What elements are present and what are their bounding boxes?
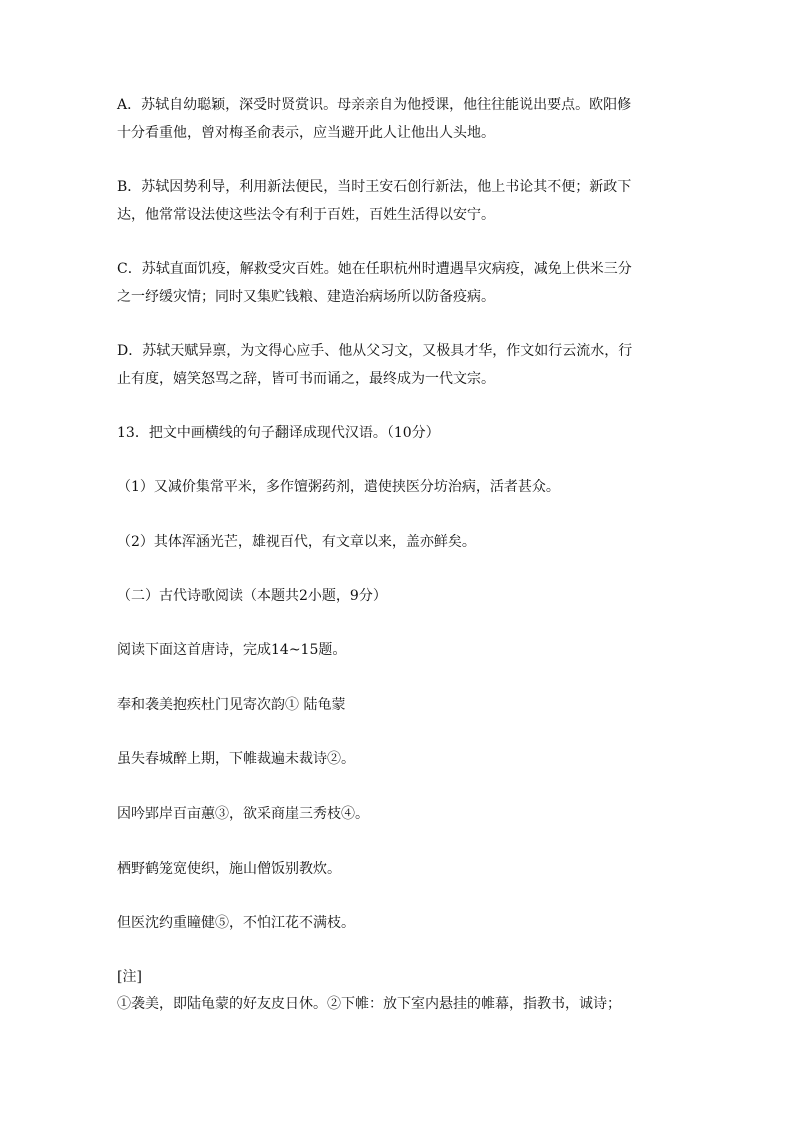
option-a-line2: 十分看重他，曾对梅圣俞表示，应当避开此人让他出人头地。 [117, 125, 495, 141]
poem-title: 奉和袭美抱疾杜门见寄次韵① 陆龟蒙 [117, 697, 346, 713]
note-text: ①袭美，即陆龟蒙的好友皮日休。②下帷：放下室内悬挂的帷幕，指教书，诚诗； [117, 996, 621, 1012]
poem-line-1: 虽失春城醉上期，下帷裁遍未裁诗②。 [117, 751, 355, 767]
poem-line-4: 但医沈约重瞳健⑤，不怕江花不满枝。 [117, 915, 355, 931]
poem-line-2: 因吟郢岸百亩蕙③，欲采商崖三秀枝④。 [117, 806, 369, 822]
section-instruction: 阅读下面这首唐诗，完成14~15题。 [117, 642, 347, 658]
question-13-item-2: （2）其体浑涵光芒，雄视百代，有文章以来，盖亦鲜矣。 [117, 534, 476, 550]
option-d-line1: D．苏轼天赋异禀，为文得心应手、他从父习文，又极具才华，作文如行云流水，行 [117, 343, 633, 359]
option-c-line2: 之一纾缓灾情；同时又集贮钱粮、建造治病场所以防备疫病。 [117, 289, 495, 305]
option-b-line1: B．苏轼因势利导，利用新法便民，当时王安石创行新法，他上书论其不便；新政下 [117, 179, 632, 195]
note-label: [注] [117, 969, 142, 985]
question-13-title: 13．把文中画横线的句子翻译成现代汉语。（10分） [117, 425, 440, 441]
option-c-line1: C．苏轼直面饥疫，解救受灾百姓。她在任职杭州时遭遇旱灾病疫，减免上供米三分 [117, 261, 632, 277]
section-heading: （二）古代诗歌阅读（本题共2小题，9分） [117, 588, 387, 604]
option-a-line1: A．苏轼自幼聪颖，深受时贤赏识。母亲亲自为他授课，他往往能说出要点。欧阳修 [117, 97, 632, 113]
option-d-line2: 止有度，嬉笑怒骂之辞，皆可书而诵之，最终成为一代文宗。 [117, 371, 495, 387]
question-13-item-1: （1）又减价集常平米，多作𫗴粥药剂，遣使挟医分坊治病，活者甚众。 [117, 479, 560, 495]
poem-line-3: 栖野鹤笼宽使织，施山僧饭别教炊。 [117, 861, 341, 877]
option-b-line2: 达，他常常设法使这些法令有利于百姓，百姓生活得以安宁。 [117, 207, 495, 223]
